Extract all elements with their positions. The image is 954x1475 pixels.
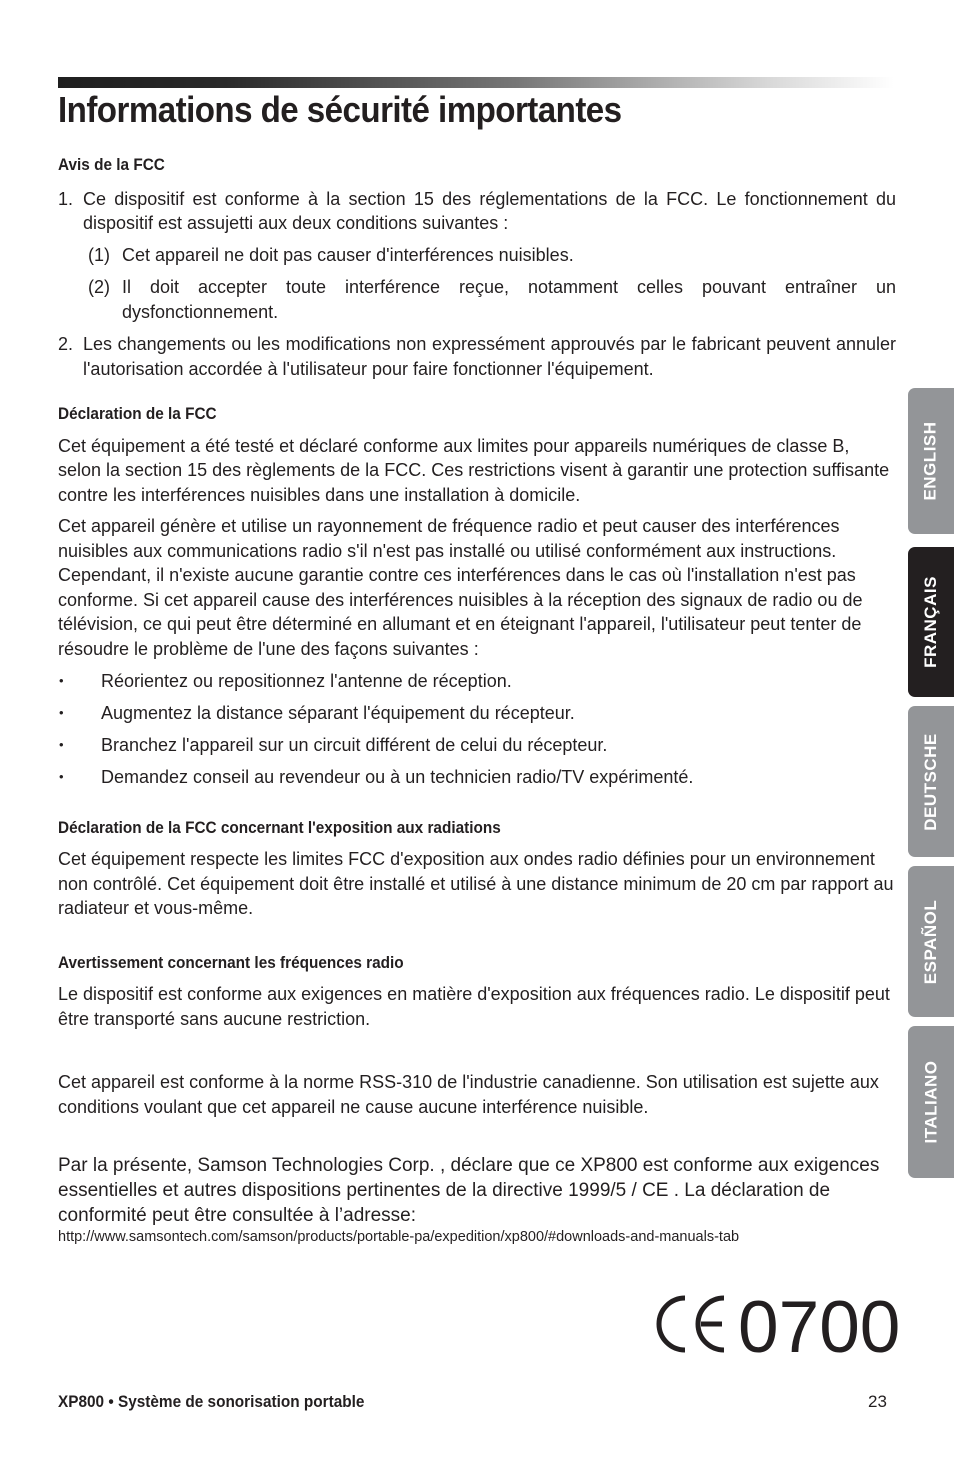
- item-number: 1.: [58, 188, 74, 209]
- tab-francais[interactable]: [908, 547, 954, 697]
- footer-product: XP800 • Système de sonorisation portable: [58, 1393, 365, 1411]
- tab-label: ESPAÑOL: [921, 899, 941, 984]
- bullet-icon: •: [59, 769, 64, 784]
- page-number: 23: [868, 1392, 887, 1411]
- fcc-notice-subitem-2: [58, 275, 896, 324]
- tab-label: DEUTSCHE: [921, 732, 941, 831]
- tab-label: FRANÇAIS: [921, 576, 940, 668]
- list-item: • Augmentez la distance séparant l'équipement du récepteur.: [58, 701, 896, 726]
- subitem-number: (1): [88, 244, 110, 265]
- bullet-icon: •: [59, 737, 64, 752]
- list-item: • Demandez conseil au revendeur ou à un technicien radio/TV expérimenté.: [58, 765, 896, 790]
- main-content: [58, 150, 896, 1246]
- fcc-notice-item-2: [58, 332, 896, 381]
- fcc-notice-item-1: [58, 187, 896, 236]
- fcc-declaration-para-1: Cet équipement a été testé et déclaré conforme aux limites pour appareils numériques de classe B, selon la section 15 des règlements de la FCC. Ces restrictions visent à garantir une protection suffisante contre les interférences nuisibles dans une installation à domicile.: [58, 435, 890, 505]
- list-item: • Branchez l'appareil sur un circuit différent de celui du récepteur.: [58, 733, 896, 758]
- item-number: 2.: [58, 334, 74, 354]
- rf-warning-heading: Avertissement concernant les fréquences radio: [58, 953, 404, 972]
- radiation-heading: Déclaration de la FCC concernant l'exposition aux radiations: [58, 818, 501, 837]
- declaration-para: Par la présente, Samson Technologies Corp. , déclare que ce XP800 est conforme aux exigences essentielles et autres dispositions pertinentes de la directive 1999/5 / CE . La déclaration de conformité peut être consultée à l’adresse:: [58, 1155, 880, 1226]
- subitem-text: Cet appareil ne doit pas causer d'interférences nuisibles.: [122, 244, 574, 265]
- fcc-declaration-para-2: Cet appareil génère et utilise un rayonnement de fréquence radio et peut causer des interférences nuisibles aux communications radio s'il n'est pas installé ou utilisé conformément aux instructions. Cependant, il n'existe aucune garantie contre ces interférences dans le cas où l'installation n'est pas conforme. Si cet appareil cause des interférences nuisibles à la réception des signaux de radio ou de télévision, ce qui peut être déterminé en allumant et en éteignant l'appareil, l'utilisateur peut tenter de résoudre le problème de l'une des façons suivantes :: [58, 516, 863, 659]
- tab-english[interactable]: [908, 388, 954, 534]
- bullet-icon: •: [59, 673, 64, 688]
- fcc-notice-subitem-1: [58, 243, 896, 268]
- fcc-notice-heading: Avis de la FCC: [58, 156, 165, 174]
- rf-warning-para: Le dispositif est conforme aux exigences en matière d'exposition aux fréquences radio. Le dispositif peut être transporté sans aucune restriction.: [58, 984, 890, 1029]
- header-gradient-bar: [58, 77, 894, 88]
- fcc-declaration-heading: Déclaration de la FCC: [58, 405, 217, 423]
- subitem-number: (2): [88, 277, 110, 297]
- manuals-url[interactable]: http://www.samsontech.com/samson/products/portable-pa/expedition/xp800/#downloads-and-manuals-tab: [58, 1229, 740, 1245]
- tab-espanol[interactable]: [908, 866, 954, 1017]
- tab-deutsche[interactable]: [908, 706, 954, 857]
- tab-label: ENGLISH: [921, 421, 940, 501]
- radiation-para: Cet équipement respecte les limites FCC d'exposition aux ondes radio définies pour un environnement non contrôlé. Cet équipement doit être installé et utilisé à une distance minimum de 20 cm par rapport au radiateur et vous-même.: [58, 849, 894, 918]
- subitem-text: Il doit accepter toute interférence reçue, notamment celles pouvant entraîner un dysfonctionnement.: [122, 277, 896, 322]
- rss-para: Cet appareil est conforme à la norme RSS-310 de l'industrie canadienne. Son utilisation est sujette aux conditions voulant que cet appareil ne cause aucune interférence nuisible.: [58, 1072, 879, 1117]
- tab-italiano[interactable]: [908, 1026, 954, 1178]
- item-text: Ce dispositif est conforme à la section 15 des réglementations de la FCC. Le fonctionnement du dispositif est assujetti aux deux conditions suivantes :: [83, 188, 896, 233]
- ce-mark-icon: [654, 1290, 900, 1358]
- tab-label: ITALIANO: [921, 1060, 941, 1144]
- ce-number: 0700: [738, 1290, 900, 1358]
- list-item: • Réorientez ou repositionnez l'antenne de réception.: [58, 669, 896, 694]
- item-text: Les changements ou les modifications non expressément approuvés par le fabricant peuvent annuler l'autorisation accordée à l'utilisateur pour faire fonctionner l'équipement.: [83, 334, 896, 379]
- page-title: Informations de sécurité importantes: [58, 89, 622, 130]
- bullet-icon: •: [59, 705, 64, 720]
